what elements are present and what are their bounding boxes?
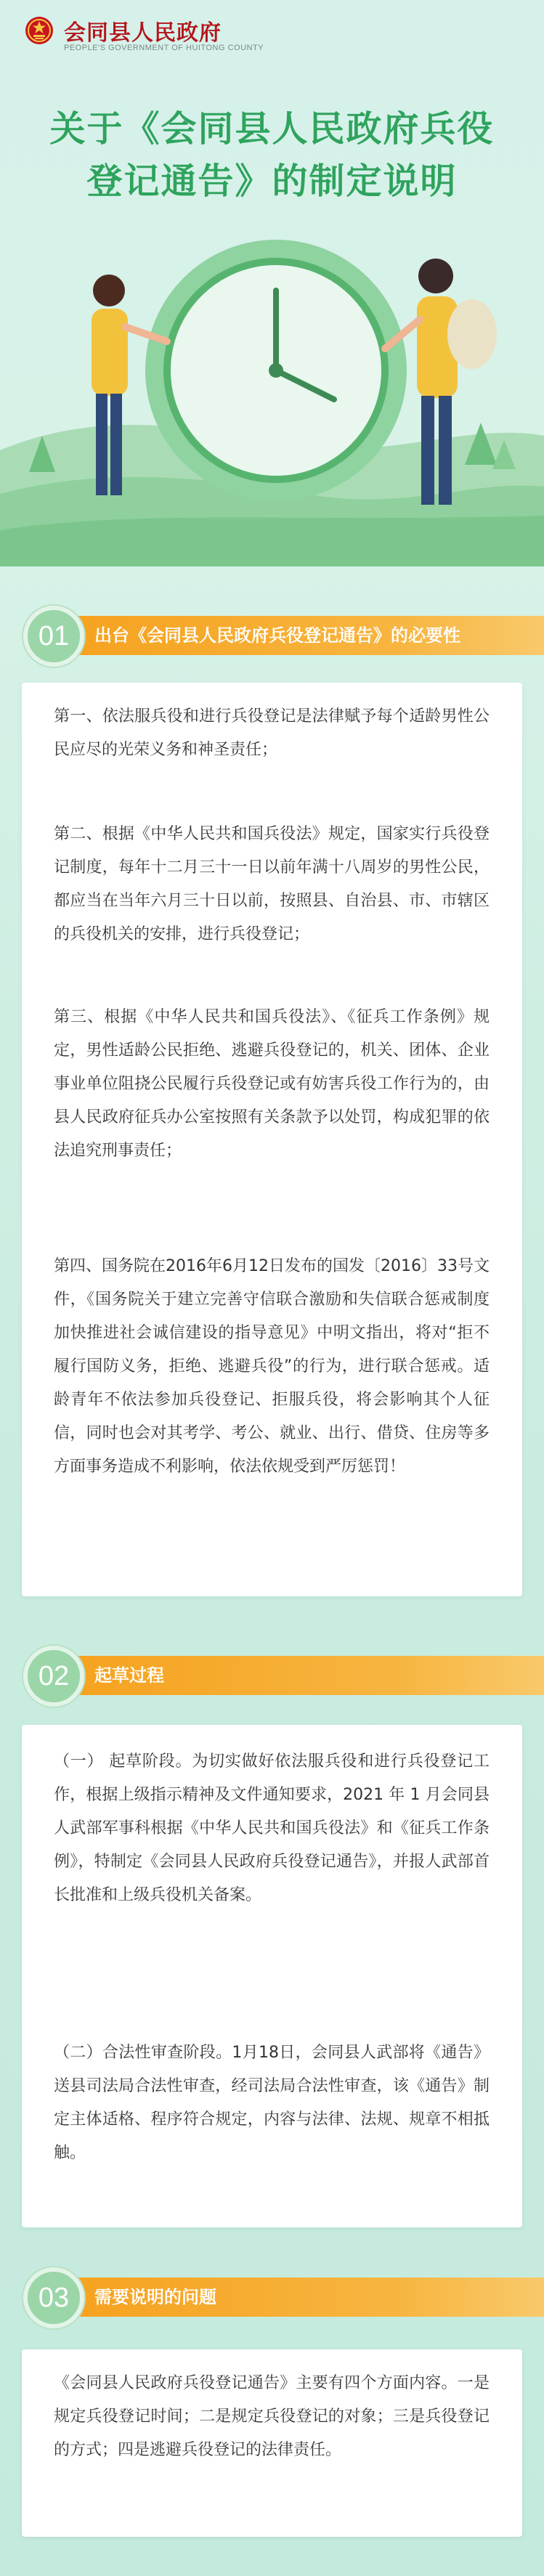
page-header bbox=[0, 0, 544, 65]
paragraph-2-1: （一） 起草阶段。为切实做好依法服兵役和进行兵役登记工作，根据上级指示精神及文件通知要求，2021 年 1 月会同县人武部军事科根据《中华人民共和国兵役法》和《征兵工作条例》，特制定《会同县人民政府兵役登记通告》，并报人武部首长批准和上级兵役机关备案。 bbox=[54, 1752, 490, 1904]
page-title bbox=[0, 103, 544, 208]
paragraph-1-1: 第一、依法服兵役和进行兵役登记是法律赋予每个适龄男性公民应尽的光荣义务和神圣责任； bbox=[54, 707, 490, 759]
paragraph-1-3: 第三、根据《中华人民共和国兵役法》、《征兵工作条例》规定，男性适龄公民拒绝、逃避兵役登记的，机关、团体、企业事业单位阻挠公民履行兵役登记或有妨害兵役工作行为的，由县人民政府征兵办公室按照有关条款予以处罚，构成犯罪的依法追究刑事责任； bbox=[54, 1008, 490, 1160]
page-title-line-1: 关于《会同县人民政府兵役 bbox=[49, 108, 495, 150]
section-01-card bbox=[22, 683, 522, 1596]
site-subtitle: PEOPLE'S GOVERNMENT OF HUITONG COUNTY bbox=[64, 44, 264, 52]
section-01-header bbox=[0, 603, 544, 668]
section-02-header bbox=[0, 1643, 544, 1708]
section-title: 起草过程 bbox=[94, 1665, 164, 1686]
section-number: 01 bbox=[38, 621, 70, 651]
section-03-card bbox=[22, 2349, 522, 2537]
section-number: 02 bbox=[38, 1661, 70, 1691]
paragraph-3-1: 《会同县人民政府兵役登记通告》主要有四个方面内容。一是规定兵役登记时间；二是规定兵役登记的对象；三是兵役登记的方式；四是逃避兵役登记的法律责任。 bbox=[54, 2374, 490, 2459]
section-title: 出台《会同县人民政府兵役登记通告》的必要性 bbox=[94, 625, 460, 646]
page-title-line-2: 登记通告》的制定说明 bbox=[86, 161, 458, 202]
section-title: 需要说明的问题 bbox=[94, 2287, 216, 2307]
paragraph-1-2: 第二、根据《中华人民共和国兵役法》规定，国家实行兵役登记制度，每年十二月三十一日以前年满十八周岁的男性公民，都应当在当年六月三十日以前，按照县、自治县、市、市辖区的兵役机关的安排，进行兵役登记； bbox=[54, 825, 490, 943]
paragraph-1-4: 第四、国务院在2016年6月12日发布的国发〔2016〕33号文件，《国务院关于建立完善守信联合激励和失信联合惩戒制度加快推进社会诚信建设的指导意见》中明文指出，将对“拒不履行国防义务，拒绝、逃避兵役”的行为，进行联合惩戒。适龄青年不依法参加兵役登记、拒服兵役，将会影响其个人征信，同时也会对其考学、考公、就业、出行、借贷、住房等多方面事务造成不利影响，依法依规受到严厉惩罚！ bbox=[54, 1257, 490, 1476]
section-number: 03 bbox=[38, 2283, 70, 2313]
section-03-header bbox=[0, 2264, 544, 2330]
national-emblem-icon bbox=[25, 16, 54, 45]
paragraph-2-2: （二）合法性审查阶段。1月18日，会同县人武部将《通告》送县司法局合法性审查，经司法局合法性审查，该《通告》制定主体适格、程序符合规定，内容与法律、法规、规章不相抵触。 bbox=[54, 2044, 490, 2162]
section-02-card bbox=[22, 1725, 522, 2227]
clock-illustration bbox=[0, 232, 544, 566]
site-title: 会同县人民政府 bbox=[64, 20, 222, 46]
